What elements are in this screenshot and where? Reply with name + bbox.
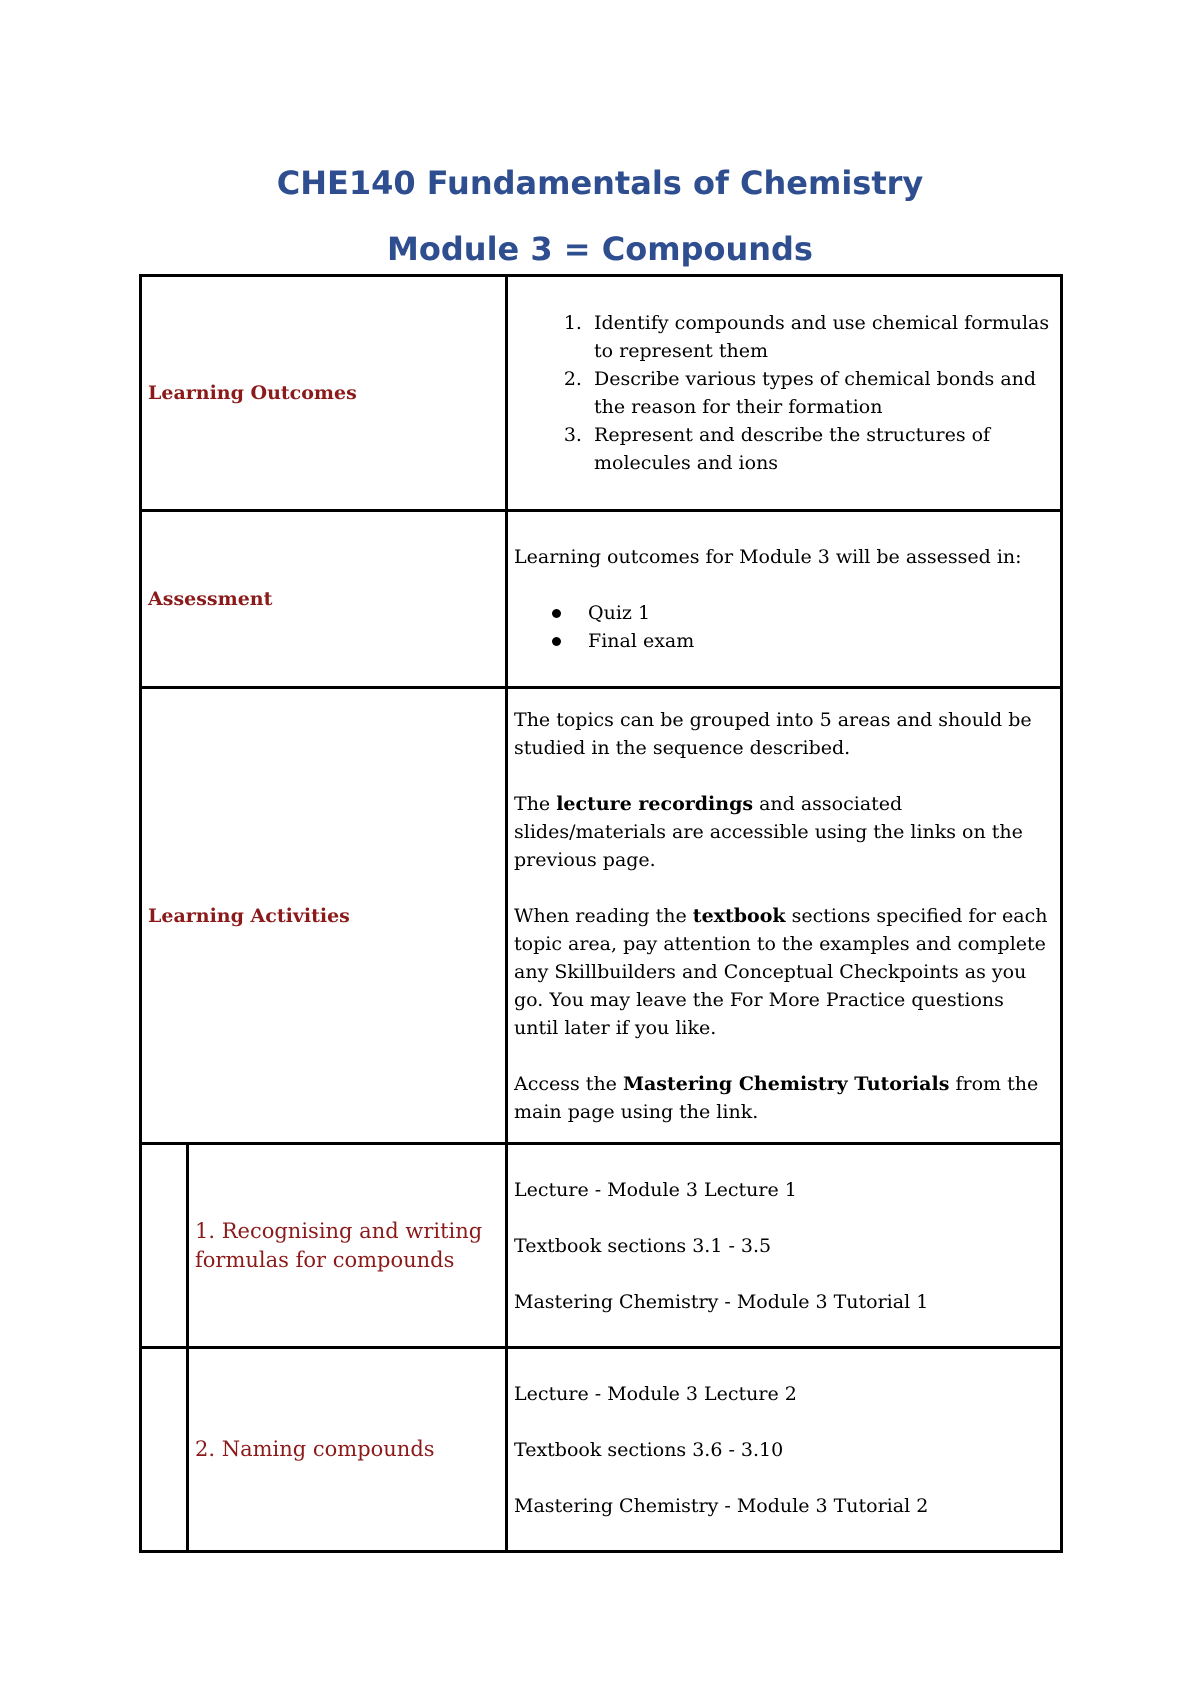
topic-indent-cell <box>141 1144 188 1348</box>
topic-label: 2. Naming compounds <box>195 1437 435 1461</box>
assessment-item: Final exam <box>588 627 1054 655</box>
assessment-content-cell <box>507 511 1062 688</box>
activities-paragraph-textbook: When reading the textbook sections specified for each topic area, pay attention to the examples and complete any Skillbuilders and Conceptual Checkpoints as you go. You may leave the For More Practice questions until later if you like. <box>514 904 1048 1039</box>
topic-mastering: Mastering Chemistry - Module 3 Tutorial 1 <box>514 1290 929 1313</box>
activities-paragraph-mastering: Access the Mastering Chemistry Tutorials from the main page using the link. <box>514 1072 1039 1123</box>
assessment-label-cell <box>141 511 507 688</box>
topic-mastering: Mastering Chemistry - Module 3 Tutorial 2 <box>514 1494 929 1517</box>
topic-row <box>141 1144 1062 1348</box>
topic-row <box>141 1348 1062 1552</box>
textbook-emphasis: textbook <box>692 904 786 927</box>
topic-textbook: Textbook sections 3.1 - 3.5 <box>514 1234 772 1257</box>
lecture-recordings-emphasis: lecture recordings <box>556 792 754 815</box>
assessment-item: Quiz 1 <box>588 599 1054 627</box>
outcomes-label-cell <box>141 276 507 511</box>
activities-paragraph-topics: The topics can be grouped into 5 areas and should be studied in the sequence described. <box>514 708 1032 759</box>
assessment-row <box>141 511 1062 688</box>
activities-label-cell <box>141 688 507 1144</box>
assessment-label: Assessment <box>148 588 273 610</box>
topic-content-cell <box>507 1348 1062 1552</box>
activities-paragraph-lectures: The lecture recordings and associated slides/materials are accessible using the links on the previous page. <box>514 792 1023 871</box>
document-title: CHE140 Fundamentals of Chemistry <box>276 164 924 202</box>
topic-lecture: Lecture - Module 3 Lecture 2 <box>514 1382 797 1405</box>
topic-lecture: Lecture - Module 3 Lecture 1 <box>514 1178 797 1201</box>
topic-textbook: Textbook sections 3.6 - 3.10 <box>514 1438 784 1461</box>
topic-label-cell <box>188 1144 507 1348</box>
outcome-item: 2. Describe various types of chemical bonds and the reason for their formation <box>588 365 1054 421</box>
outcomes-list <box>514 309 1054 477</box>
outcomes-content-cell <box>507 276 1062 511</box>
assessment-list <box>514 599 1054 655</box>
activities-label: Learning Activities <box>148 904 350 927</box>
topic-content-cell <box>507 1144 1062 1348</box>
topic-label: 1. Recognising and writing formulas for compounds <box>195 1218 483 1272</box>
outcomes-row <box>141 276 1062 511</box>
outcome-item: 1. Identify compounds and use chemical formulas to represent them <box>588 309 1054 365</box>
outcome-item: 3. Represent and describe the structures of molecules and ions <box>588 421 1054 477</box>
topic-label-cell <box>188 1348 507 1552</box>
topic-indent-cell <box>141 1348 188 1552</box>
activities-row <box>141 688 1062 1144</box>
activities-content-cell <box>507 688 1062 1144</box>
outcomes-label: Learning Outcomes <box>148 382 357 404</box>
mastering-tutorials-emphasis: Mastering Chemistry Tutorials <box>622 1072 950 1095</box>
assessment-intro: Learning outcomes for Module 3 will be assessed in: <box>514 546 1022 568</box>
module-table <box>139 274 1063 1553</box>
document-subtitle: Module 3 = Compounds <box>387 230 813 268</box>
